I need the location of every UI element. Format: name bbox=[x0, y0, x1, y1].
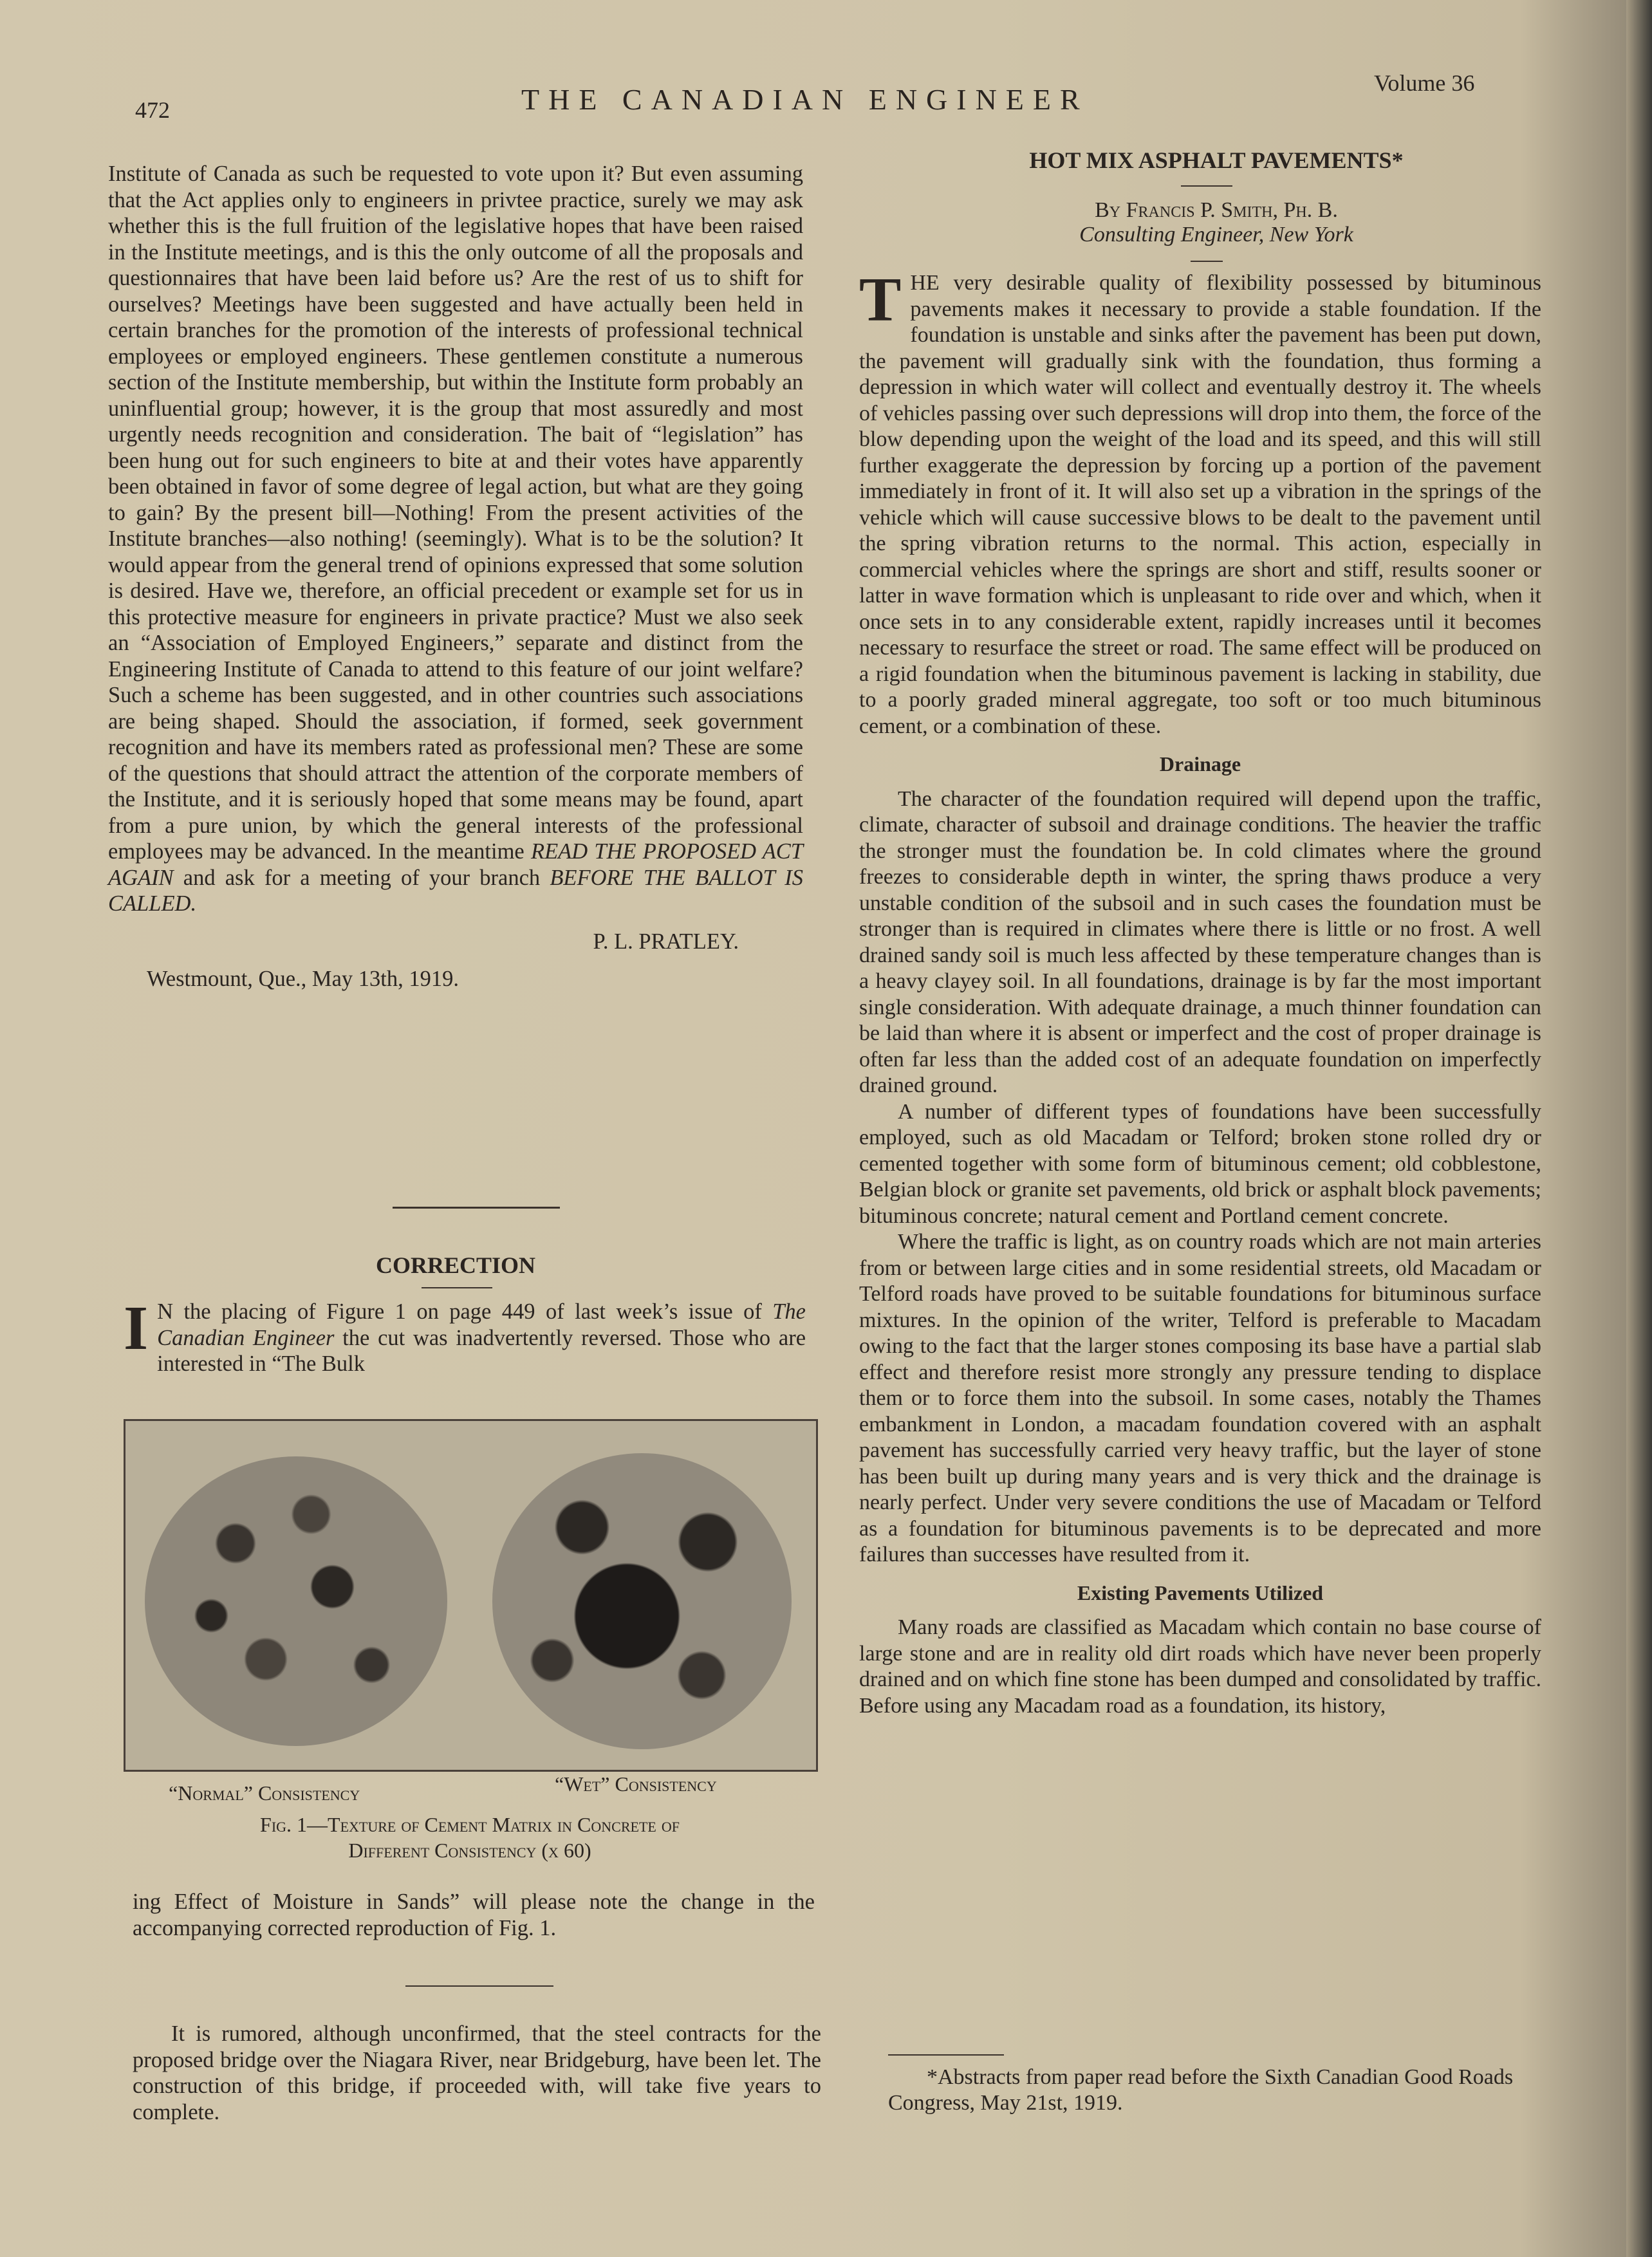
figure-label-normal: “Normal” Consistency bbox=[169, 1781, 360, 1805]
footnote bbox=[888, 2065, 1570, 2116]
correction-cont-text: ing Effect of Moisture in Sands” will please note the change in the accompanying corrected reproduction of Fig. 1. bbox=[133, 1890, 815, 1940]
correction-continued bbox=[133, 1889, 815, 1941]
masthead: THE CANADIAN ENGINEER bbox=[521, 83, 1089, 116]
normal-consistency-micrograph bbox=[145, 1456, 447, 1746]
correction-text-a: N the placing of Figure 1 on page 449 of last week’s issue of bbox=[157, 1299, 762, 1324]
letter-emphasis-2: BEFORE THE BALLOT IS CALLED. bbox=[108, 865, 804, 916]
figure-label-wet: “Wet” Consistency bbox=[555, 1772, 717, 1796]
rumor-text: It is rumored, although unconfirmed, that the steel contracts for the proposed bridge over the Niagara River, near Bridgeburg, have been let. The construction of this bridge, if proceeded with, will take five years to complete. bbox=[133, 2021, 821, 2124]
figure-caption-line-1: Fig. 1—Texture of Cement Matrix in Concrete of bbox=[260, 1813, 680, 1836]
drainage-paragraph-2: A number of different types of foundations have been successfully employed, such as old Macadam or Telford; broken stone rolled dry or cemented together with some form of bituminous cement; old cobblestone, Belgian block or granite set pavements, old brick or asphalt block pavements; bituminous concrete; natural cement and Portland cement concrete. bbox=[859, 1099, 1541, 1228]
letter-place-date: Westmount, Que., May 13th, 1919. bbox=[147, 967, 459, 991]
letter-mid: and ask for a meeting of your branch bbox=[183, 865, 541, 890]
article-title-rule bbox=[1181, 185, 1232, 187]
correction-text bbox=[124, 1294, 806, 1377]
article-intro: HE very desirable quality of flexibility possessed by bituminous pavements makes it necessary to provide a stable foundation. If the foundation is unstable and sinks after the pavement has been put down, the pavement will gradually sink with the foundation, thus forming a depression in which water will collect and eventually destroy it. The wheels of vehicles passing over such depressions will drop into them, the force of the blow depending upon the weight of the load and its speed, and this will still further exaggerate the depression by forcing up a portion of the pavement immediately in front of it. It will also set up a vibration in the springs of the vehicle which will cause successive blows to be dealt to the pavement until the spring vibration returns to the normal. This action, especially in commercial vehicles where the springs are short and stiff, results sooner or latter in wave formation which is unpleasant to ride over and which, when it once sets in to any considerable extent, rapidly increases until it becomes necessary to resurface the street or road. The same effect will be produced on a rigid foundation when the bituminous pavement is lacking in stability, due to a poorly graded mineral aggregate, too soft or too much bituminous cement, or a combination of these. bbox=[859, 271, 1541, 738]
letter-emphasis: READ THE PROPOSED ACT AGAIN bbox=[108, 839, 803, 890]
volume-label: Volume 36 bbox=[1374, 70, 1475, 96]
correction-title: CORRECTION bbox=[375, 1252, 536, 1278]
figure-1-photo bbox=[124, 1419, 818, 1772]
article-column bbox=[859, 265, 1541, 1719]
article-affiliation: Consulting Engineer, New York bbox=[1079, 223, 1353, 246]
drainage-heading: Drainage bbox=[1159, 752, 1241, 776]
title-underline bbox=[422, 1287, 492, 1288]
page-edge-shadow bbox=[1626, 0, 1652, 2257]
existing-paragraph-1: Many roads are classified as Macadam which contain no base course of large stone and are in reality old dirt roads which have never been properly drained and on which fine stone has been dumped and consolidated by traffic. Before using any Macadam road as a foundation, its history, bbox=[859, 1615, 1541, 1718]
rumor-paragraph bbox=[133, 2021, 821, 2125]
footnote-text: *Abstracts from paper read before the Sixth Canadian Good Roads Congress, May 21st, 1919. bbox=[888, 2065, 1514, 2115]
page-number: 472 bbox=[135, 97, 170, 123]
divider-rule-2 bbox=[405, 1985, 553, 1987]
byline-rule bbox=[1191, 261, 1223, 262]
correction-italic: The Canadian Engineer bbox=[157, 1299, 806, 1350]
footnote-rule bbox=[888, 2054, 1004, 2056]
wet-consistency-micrograph bbox=[492, 1453, 792, 1749]
correction-text-b: the cut was inadvertently reversed. Those who are interested in “The Bulk bbox=[157, 1325, 806, 1376]
article-dropcap: T bbox=[859, 265, 902, 335]
drainage-paragraph-3: Where the traffic is light, as on country roads which are not main arteries from or between large cities and in some residential streets, old Macadam or Telford roads have proved to be suitable foundations for bituminous surface mixtures. In the opinion of the writer, Telford is preferable to Macadam owing to the fact that the larger stones composing its base have a partial slab effect and therefore resist more strongly any pressure tending to displace them or to force them into the subsoil. In some cases, notably the Thames embankment in London, a macadam foundation covered with an asphalt pavement has successfully carried very heavy traffic, but the layer of stone has been built up during many years and is very thick and the drainage is nearly perfect. Under very severe conditions the use of Macadam or Telford as a foundation for bituminous pavements is to be deprecated and more failures than successes have resulted from it. bbox=[859, 1230, 1541, 1566]
letter-column bbox=[108, 161, 803, 992]
figure-caption-line-2: Different Consistency (x 60) bbox=[348, 1839, 591, 1862]
drainage-paragraph-1: The character of the foundation required will depend upon the traffic, climate, character of subsoil and drainage conditions. The heavier the traffic the stronger must the foundation be. In cold climates where the ground freezes to considerable depth in winter, the spring thaws produce a very unstable condition of the subsoil and in such cases the foundation must be stronger than is required in climates where there is little or no frost. A well drained sandy soil is much less affected by these temperature changes than is a heavy clayey soil. In all foundations, drainage is by far the most important single consideration. With adequate drainage, a much thinner foundation can be laid than where it is absent or imperfect and the cost of proper drainage is often far less than the added cost of an adequate foundation on imperfectly drained ground. bbox=[859, 786, 1541, 1097]
correction-dropcap: I bbox=[124, 1294, 149, 1363]
divider-rule bbox=[393, 1207, 560, 1209]
letter-paragraph: Institute of Canada as such be requested to vote upon it? But even assuming that the Act applies only to engineers in privtee practice, surely we may ask whether this is the full fruition of the legislative hopes that have been raised in the Institute meetings, and is this the only outcome of all the proposals and questionnaires that have been laid before us? Are the rest of us to shift for ourselves? Meetings have been suggested and have actually been held in certain branches for the promotion of the interests of professional technical employees or employed engineers. These gentlemen constitute a numerous section of the Institute membership, but within the Institute form probably an uninfluential group; however, it is the group that most assuredly and most urgently needs recognition and consideration. The bait of “legislation” has been hung out for such engineers to bite at and their votes have apparently been obtained in favor of some degree of legal action, but what are they going to gain? By the present bill—Nothing! From the present activities of the Institute branches—also nothing! (seemingly). What is to be the solution? It would appear from the general trend of opinions expressed that some solution is desired. Have we, therefore, an official precedent or example set for us in this protective measure for engineers in private practice? Must we also seek an “Association of Employed Engineers,” separate and distinct from the Engineering Institute of Canada to attend to this feature of our joint welfare? Such a scheme has been suggested, and in other countries such associations are being shaped. Should the association, if formed, seek government recognition and have its members rated as professional men? These are some of the questions that should attract the attention of the corporate members of the Institute, and it is seriously hoped that some means may be found, apart from a pure union, by which the general interests of the professional employees may be advanced. In the meantime bbox=[108, 162, 803, 864]
article-title: HOT MIX ASPHALT PAVEMENTS* bbox=[1029, 147, 1404, 173]
letter-signature: P. L. PRATLEY. bbox=[593, 929, 739, 954]
existing-pavements-heading: Existing Pavements Utilized bbox=[1077, 1581, 1324, 1604]
article-byline: By Francis P. Smith, Ph. B. bbox=[1095, 198, 1338, 222]
letter-text bbox=[108, 161, 803, 917]
